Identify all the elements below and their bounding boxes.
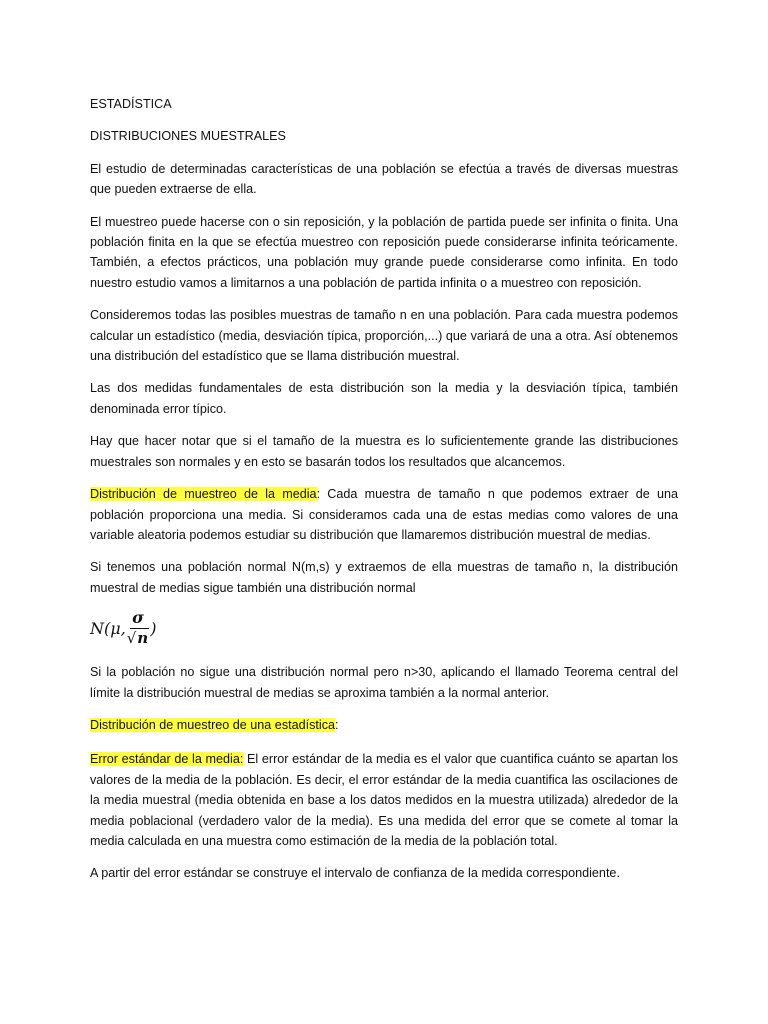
paragraph-standard-error-text: El error estándar de la media es el valor que cuantifica cuánto se apartan los valores de la media de la población. Es decir, el error estándar de la media cuantifica las oscilaciones de la media muestral (media obtenida en base a los datos medidos en la muestra utilizada) alrededor de la media poblacional (verdadero valor de la media). Es una medida del error que se comete al tomar la media calculada en una muestra como estimación de la media de la población total.	[90, 752, 678, 848]
colon: :	[316, 487, 321, 502]
formula-normal-distribution	[90, 610, 678, 646]
paragraph-sampling: El muestreo puede hacerse con o sin reposición, y la población de partida puede ser infinita o finita. Una población finita en la que se efectúa muestreo con reposición puede considerarse infinita teóricamente. También, a efectos prácticos, una población muy grande puede considerarse como infinita. En todo nuestro estudio vamos a limitarnos a una población de partida infinita o a muestreo con reposición.	[90, 214, 678, 290]
formula-suffix: )	[150, 618, 157, 638]
formula-fraction	[127, 610, 149, 646]
paragraph-intro: El estudio de determinadas características de una población se efectúa a través de diversas muestras que pueden extraerse de ella.	[90, 161, 678, 197]
highlight-standard-error: Error estándar de la media:	[90, 752, 244, 767]
paragraph-statistic: Consideremos todas las posibles muestras de tamaño n en una población. Para cada muestra podemos calcular un estadístico (media, desviación típica, proporción,...) que variará de una a otra. Así obtenemos una distribución del estadístico que se llama distribución muestral.	[90, 308, 678, 364]
paragraph-normality: Hay que hacer notar que si el tamaño de la muestra es lo suficientemente grande las distribuciones muestrales son normales y en esto se basarán todos los resultados que alcancemos.	[90, 434, 678, 469]
formula-prefix: N(μ,	[90, 618, 126, 638]
formula-numerator: σ	[132, 608, 144, 628]
paragraph-mean-distribution	[90, 484, 678, 545]
highlight-mean-distribution: Distribución de muestreo de la media	[90, 487, 317, 502]
paragraph-mean-distribution-text: Cada muestra de tamaño n que podemos extraer de una población proporciona una media. Si consideramos cada una de estas medias como valores de una variable aleatoria podemos estudiar su distribución que llamaremos distribución muestral de medias.	[90, 487, 678, 542]
document-title: ESTADÍSTICA	[90, 97, 172, 111]
paragraph-measures: Las dos medidas fundamentales de esta distribución son la media y la desviación típica, también denominada error típico.	[90, 381, 678, 416]
paragraph-statistic-distribution	[90, 715, 678, 735]
colon: :	[335, 717, 339, 732]
sqrt-symbol: √	[126, 629, 137, 648]
section-heading: DISTRIBUCIONES MUESTRALES	[90, 129, 286, 144]
formula-radicand: n	[137, 629, 149, 648]
paragraph-normal-population: Si tenemos una población normal N(m,s) y extraemos de ella muestras de tamaño n, la distribución muestral de medias sigue también una distribución normal	[90, 560, 678, 595]
paragraph-standard-error	[90, 749, 678, 851]
formula-denominator	[127, 629, 149, 646]
paragraph-confidence-interval: A partir del error estándar se construye el intervalo de confianza de la medida correspondiente.	[90, 866, 620, 881]
highlight-statistic-distribution: Distribución de muestreo de una estadística	[90, 717, 336, 732]
paragraph-central-limit: Si la población no sigue una distribución normal pero n>30, aplicando el llamado Teorema central del límite la distribución muestral de medias se aproxima también a la normal anterior.	[90, 665, 678, 700]
